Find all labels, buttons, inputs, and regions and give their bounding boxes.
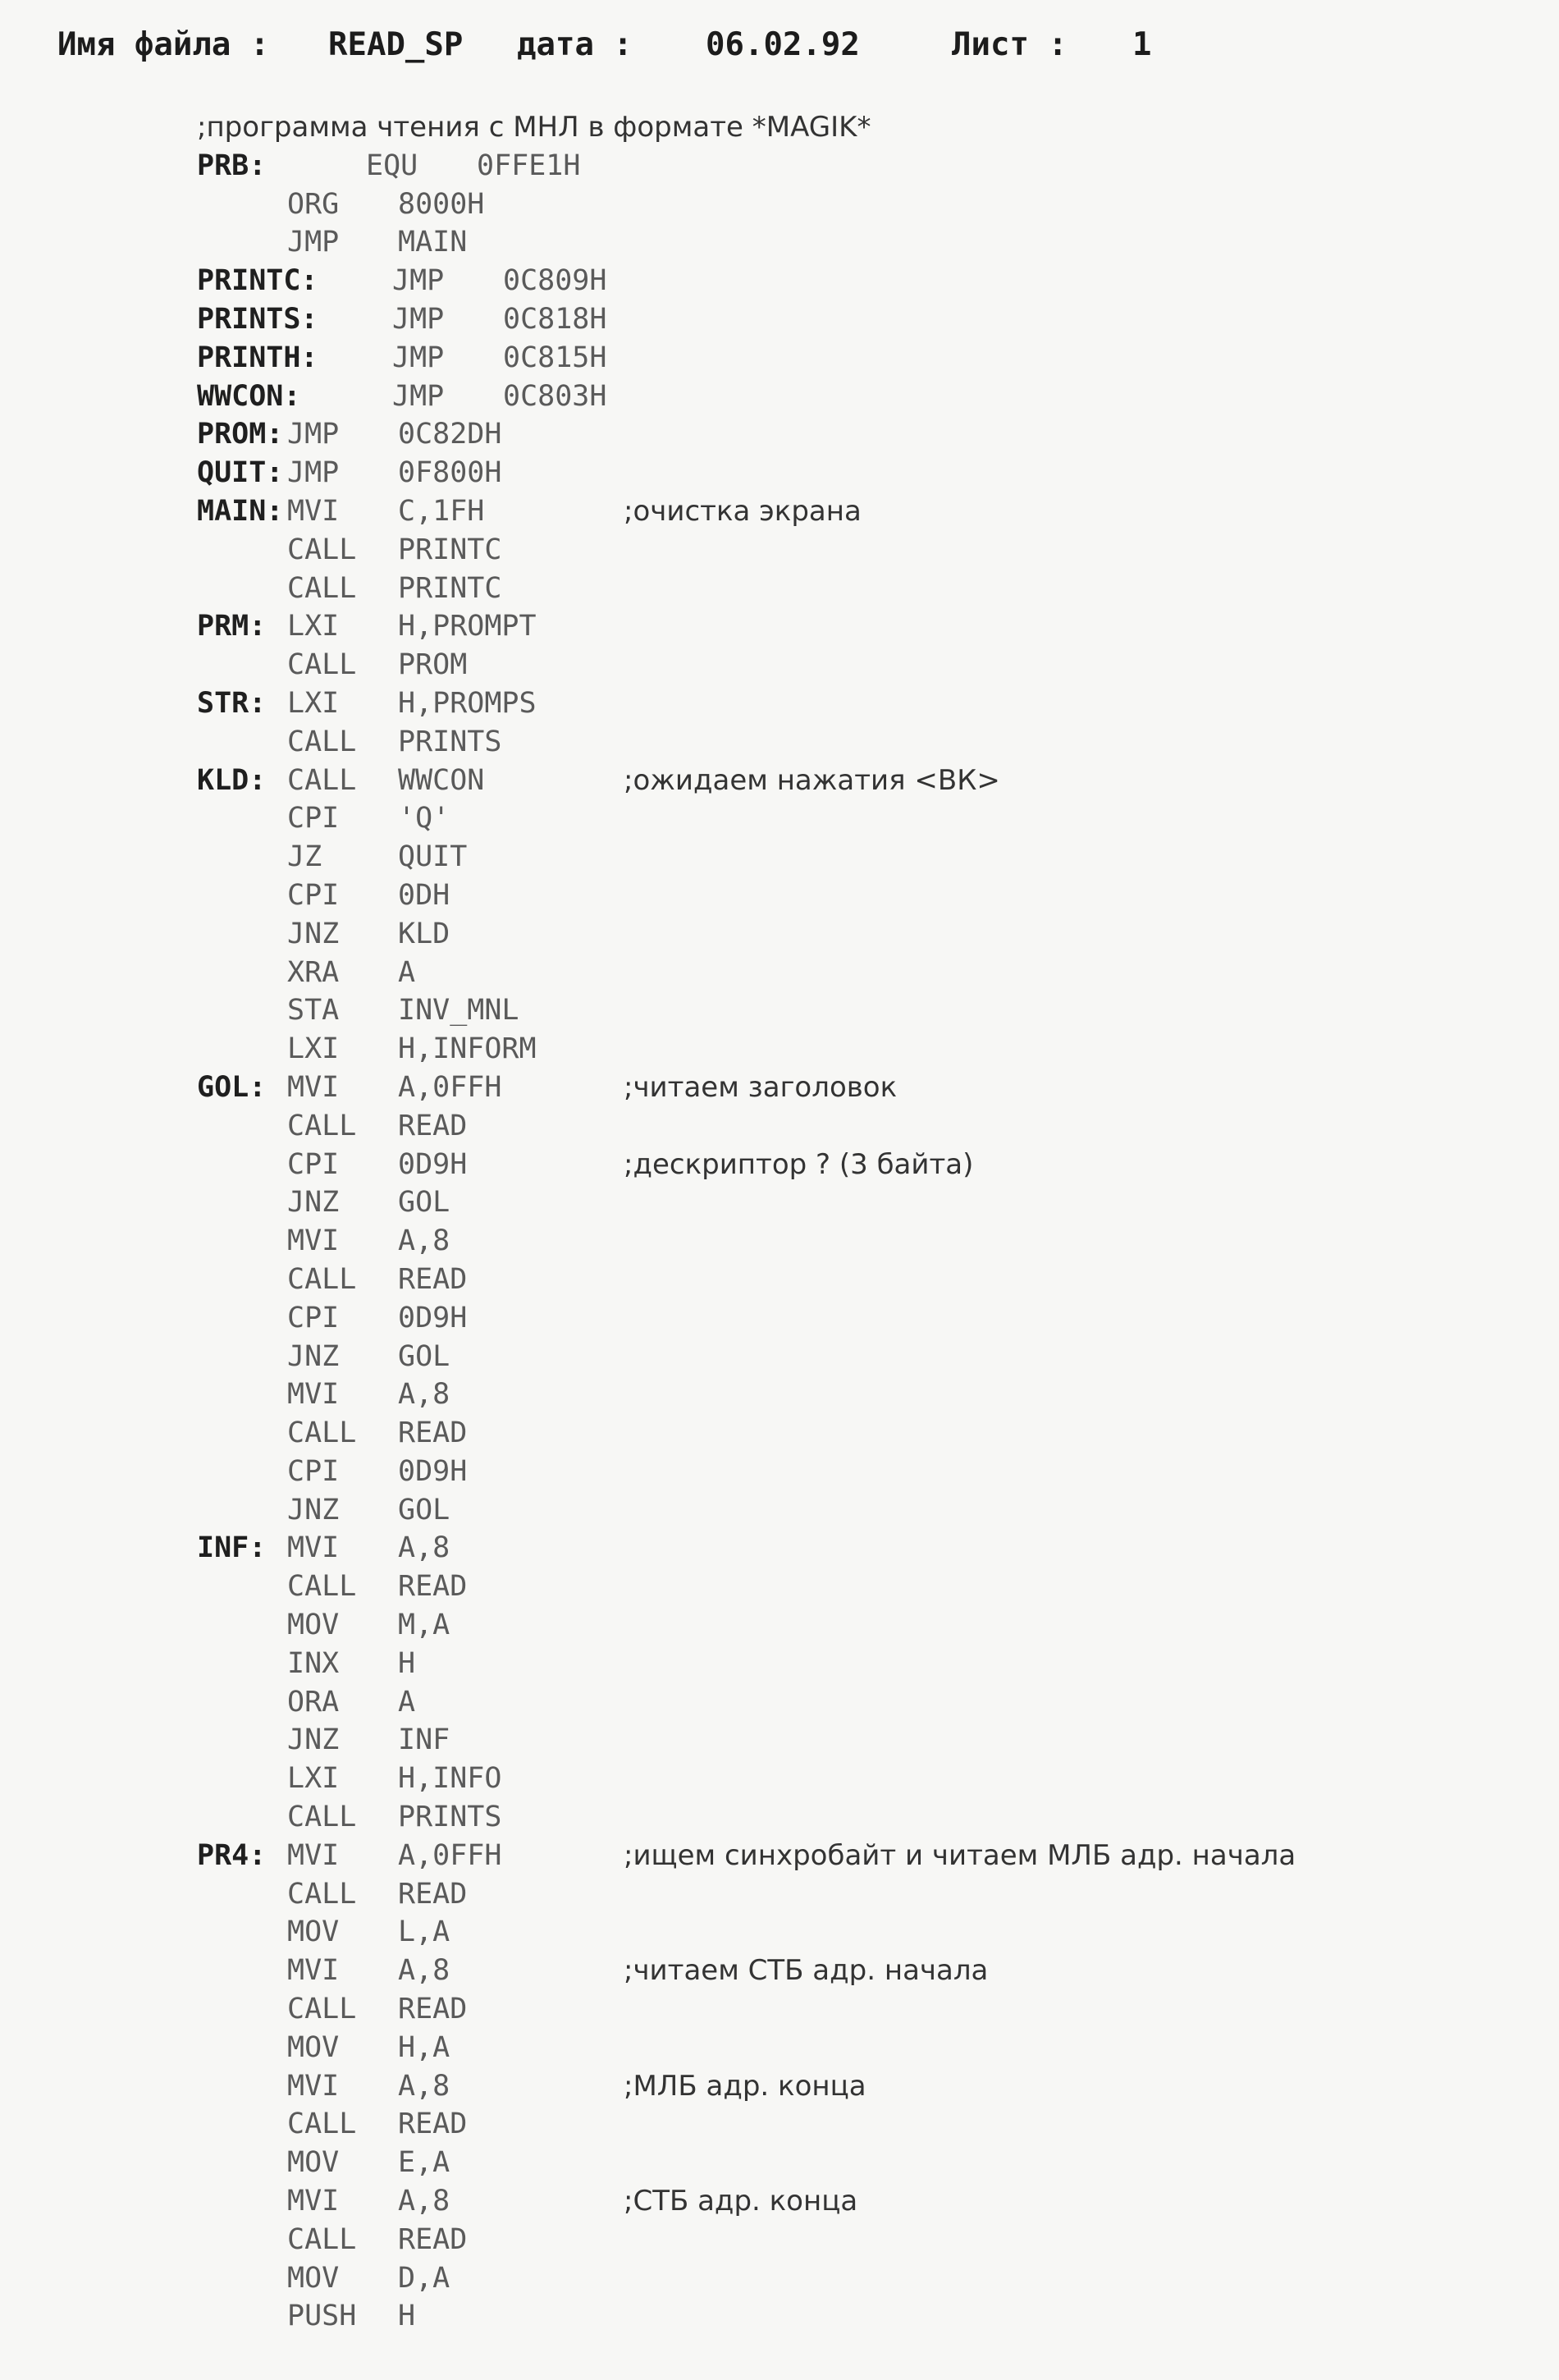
line-operand: PRINTS (398, 725, 502, 758)
line-opcode: ORG (287, 187, 340, 221)
code-line (197, 1414, 1543, 1453)
line-opcode: JMP (287, 226, 340, 259)
code-line (197, 991, 1543, 1030)
line-opcode: JMP (392, 379, 445, 413)
line-operand: READ (398, 1877, 468, 1911)
line-label: PR4: (197, 1838, 267, 1872)
line-operand: 0C815H (503, 341, 607, 374)
code-line (197, 262, 1543, 300)
line-operand: H,PROMPT (398, 610, 537, 643)
line-opcode: MVI (287, 1224, 340, 1258)
line-opcode: JMP (287, 456, 340, 490)
line-opcode: MOV (287, 2146, 340, 2180)
line-operand: 0C809H (503, 264, 607, 298)
code-line (197, 1491, 1543, 1530)
line-opcode: MVI (287, 1838, 340, 1872)
code-line (197, 646, 1543, 684)
line-comment: ;СТБ адр. конца (624, 2185, 858, 2218)
line-operand: A,0FFH (398, 1070, 502, 1104)
code-line (197, 108, 1543, 147)
line-operand: READ (398, 1262, 468, 1296)
file-name: READ_SP (328, 26, 464, 63)
line-opcode: MVI (287, 2185, 340, 2218)
line-label: MAIN: (197, 494, 284, 528)
sheet-value: 1 (1132, 26, 1152, 63)
code-line (197, 1875, 1543, 1914)
code-line (197, 300, 1543, 339)
code-line (197, 762, 1543, 800)
code-line (197, 838, 1543, 876)
line-opcode: MVI (287, 494, 340, 528)
line-opcode: CALL (287, 1570, 357, 1604)
line-operand: A (398, 955, 416, 989)
code-line (197, 1069, 1543, 1107)
line-operand: 0D9H (398, 1454, 468, 1488)
line-operand: A,8 (398, 1954, 450, 1988)
code-line (197, 185, 1543, 224)
code-line (197, 1261, 1543, 1299)
line-label: GOL: (197, 1070, 267, 1104)
line-operand: C,1FH (398, 494, 485, 528)
code-listing (197, 108, 1543, 2336)
line-operand: A,8 (398, 1531, 450, 1565)
line-opcode: JMP (392, 302, 445, 336)
line-label: PRM: (197, 610, 267, 643)
line-opcode: ORA (287, 1685, 340, 1719)
code-line (197, 2067, 1543, 2106)
line-opcode: CALL (287, 2108, 357, 2141)
line-operand: QUIT (398, 840, 468, 874)
line-opcode: MVI (287, 1378, 340, 1412)
line-operand: A,8 (398, 2069, 450, 2103)
date-value: 06.02.92 (706, 26, 860, 63)
code-line (197, 1760, 1543, 1798)
code-line (197, 531, 1543, 570)
line-operand: M,A (398, 1609, 450, 1642)
line-operand: PROM (398, 648, 468, 682)
code-line (197, 147, 1543, 185)
code-line (197, 1683, 1543, 1722)
page-header (57, 25, 1152, 66)
code-line (197, 1529, 1543, 1568)
line-opcode: INX (287, 1646, 340, 1680)
line-operand: KLD (398, 917, 450, 950)
code-line (197, 1299, 1543, 1338)
code-line (197, 954, 1543, 992)
code-line (197, 339, 1543, 378)
code-line (197, 2144, 1543, 2182)
date-label: дата : (517, 26, 633, 63)
line-operand: A,8 (398, 1224, 450, 1258)
line-opcode: CALL (287, 1262, 357, 1296)
line-opcode: MVI (287, 2069, 340, 2103)
code-line (197, 1453, 1543, 1491)
line-label: INF: (197, 1531, 267, 1565)
line-operand: 0FFE1H (477, 149, 581, 182)
code-line (197, 1568, 1543, 1606)
line-operand: A,8 (398, 1378, 450, 1412)
code-line (197, 223, 1543, 262)
code-line (197, 415, 1543, 454)
line-opcode: JZ (287, 840, 322, 874)
code-line (197, 799, 1543, 838)
line-operand: 'Q' (398, 802, 450, 835)
code-line (197, 2221, 1543, 2259)
line-operand: H,INFO (398, 1762, 502, 1796)
line-opcode: JMP (287, 418, 340, 451)
line-operand: A,0FFH (398, 1838, 502, 1872)
line-label: PRB: (197, 149, 267, 182)
line-operand: PRINTS (398, 1801, 502, 1834)
line-operand: READ (398, 1109, 468, 1142)
code-line (197, 1952, 1543, 1990)
code-line (197, 454, 1543, 492)
line-operand: INV_MNL (398, 994, 519, 1028)
line-comment: ;читаем заголовок (624, 1070, 898, 1104)
line-operand: GOL (398, 1186, 450, 1220)
code-line (197, 492, 1543, 531)
line-opcode: MOV (287, 1609, 340, 1642)
line-opcode: CALL (287, 725, 357, 758)
code-line (197, 1913, 1543, 1952)
line-opcode: CALL (287, 1109, 357, 1142)
file-label: Имя файла : (57, 26, 270, 63)
line-operand: H,INFORM (398, 1032, 537, 1066)
line-operand: INF (398, 1723, 450, 1757)
line-label: QUIT: (197, 456, 284, 490)
line-operand: 8000H (398, 187, 485, 221)
line-opcode: JNZ (287, 1339, 340, 1373)
line-operand: PRINTC (398, 571, 502, 605)
line-opcode: MOV (287, 1915, 340, 1949)
line-operand: 0C803H (503, 379, 607, 413)
line-opcode: LXI (287, 1032, 340, 1066)
code-line (197, 1375, 1543, 1414)
code-line (197, 570, 1543, 608)
line-operand: H (398, 2300, 416, 2333)
line-operand: H,PROMPS (398, 686, 537, 720)
line-opcode: JNZ (287, 1723, 340, 1757)
line-opcode: MOV (287, 2030, 340, 2064)
line-operand: D,A (398, 2261, 450, 2295)
line-opcode: JMP (392, 264, 445, 298)
line-opcode: CALL (287, 763, 357, 797)
line-operand: 0DH (398, 878, 450, 912)
code-line (197, 1798, 1543, 1837)
code-line (197, 1645, 1543, 1683)
code-line (197, 1222, 1543, 1261)
code-line (197, 915, 1543, 954)
line-opcode: JNZ (287, 1493, 340, 1526)
line-comment: ;программа чтения с МНЛ в формате *MAGIK* (197, 111, 871, 144)
line-opcode: CPI (287, 1454, 340, 1488)
line-comment: ;очистка экрана (624, 494, 862, 528)
code-line (197, 2182, 1543, 2221)
line-operand: A,8 (398, 2185, 450, 2218)
line-opcode: CPI (287, 878, 340, 912)
line-opcode: MVI (287, 1531, 340, 1565)
line-operand: WWCON (398, 763, 485, 797)
line-opcode: EQU (366, 149, 418, 182)
code-line (197, 876, 1543, 915)
line-operand: 0C818H (503, 302, 607, 336)
line-opcode: JMP (392, 341, 445, 374)
code-line (197, 1183, 1543, 1222)
line-label: PRINTH: (197, 341, 318, 374)
code-line (197, 2029, 1543, 2067)
line-opcode: LXI (287, 1762, 340, 1796)
line-operand: A (398, 1685, 416, 1719)
line-operand: L,A (398, 1915, 450, 1949)
line-opcode: CALL (287, 1801, 357, 1834)
line-opcode: CALL (287, 1993, 357, 2026)
code-line (197, 1107, 1543, 1146)
line-opcode: XRA (287, 955, 340, 989)
line-comment: ;дескриптор ? (3 байта) (624, 1147, 974, 1181)
code-line (197, 1721, 1543, 1760)
code-line (197, 1030, 1543, 1069)
code-line (197, 1146, 1543, 1184)
line-opcode: CALL (287, 1877, 357, 1911)
line-operand: H (398, 1646, 416, 1680)
line-label: PRINTC: (197, 264, 318, 298)
line-operand: 0D9H (398, 1147, 468, 1181)
line-opcode: CALL (287, 1417, 357, 1450)
code-line (197, 2259, 1543, 2298)
line-operand: H,A (398, 2030, 450, 2064)
line-operand: READ (398, 2108, 468, 2141)
line-opcode: CALL (287, 2222, 357, 2256)
code-line (197, 2105, 1543, 2144)
code-line (197, 723, 1543, 762)
line-operand: 0F800H (398, 456, 502, 490)
line-opcode: MOV (287, 2261, 340, 2295)
line-opcode: CPI (287, 802, 340, 835)
line-opcode: MVI (287, 1954, 340, 1988)
line-label: STR: (197, 686, 267, 720)
line-comment: ;ожидаем нажатия <ВК> (624, 763, 1000, 797)
line-opcode: CALL (287, 648, 357, 682)
line-operand: GOL (398, 1493, 450, 1526)
line-opcode: LXI (287, 610, 340, 643)
line-operand: READ (398, 2222, 468, 2256)
code-line (197, 1837, 1543, 1875)
line-opcode: JNZ (287, 917, 340, 950)
line-operand: READ (398, 1570, 468, 1604)
line-operand: E,A (398, 2146, 450, 2180)
line-opcode: CALL (287, 571, 357, 605)
line-operand: MAIN (398, 226, 468, 259)
code-line (197, 1606, 1543, 1645)
code-line (197, 1990, 1543, 2029)
line-opcode: PUSH (287, 2300, 357, 2333)
line-operand: 0C82DH (398, 418, 502, 451)
line-operand: 0D9H (398, 1301, 468, 1334)
line-opcode: MVI (287, 1070, 340, 1104)
line-label: PROM: (197, 418, 284, 451)
line-label: WWCON: (197, 379, 301, 413)
line-operand: READ (398, 1993, 468, 2026)
line-comment: ;МЛБ адр. конца (624, 2069, 866, 2103)
code-line (197, 607, 1543, 646)
code-line (197, 378, 1543, 416)
line-opcode: CALL (287, 533, 357, 566)
line-label: KLD: (197, 763, 267, 797)
line-opcode: LXI (287, 686, 340, 720)
line-opcode: STA (287, 994, 340, 1028)
line-opcode: CPI (287, 1301, 340, 1334)
line-opcode: CPI (287, 1147, 340, 1181)
line-opcode: JNZ (287, 1186, 340, 1220)
line-operand: READ (398, 1417, 468, 1450)
line-comment: ;ищем синхробайт и читаем МЛБ адр. начала (624, 1838, 1296, 1872)
code-line (197, 1338, 1543, 1376)
line-label: PRINTS: (197, 302, 318, 336)
line-operand: GOL (398, 1339, 450, 1373)
sheet-label: Лист : (952, 26, 1068, 63)
line-operand: PRINTC (398, 533, 502, 566)
line-comment: ;читаем СТБ адр. начала (624, 1954, 989, 1988)
code-line (197, 684, 1543, 723)
code-line (197, 2297, 1543, 2336)
